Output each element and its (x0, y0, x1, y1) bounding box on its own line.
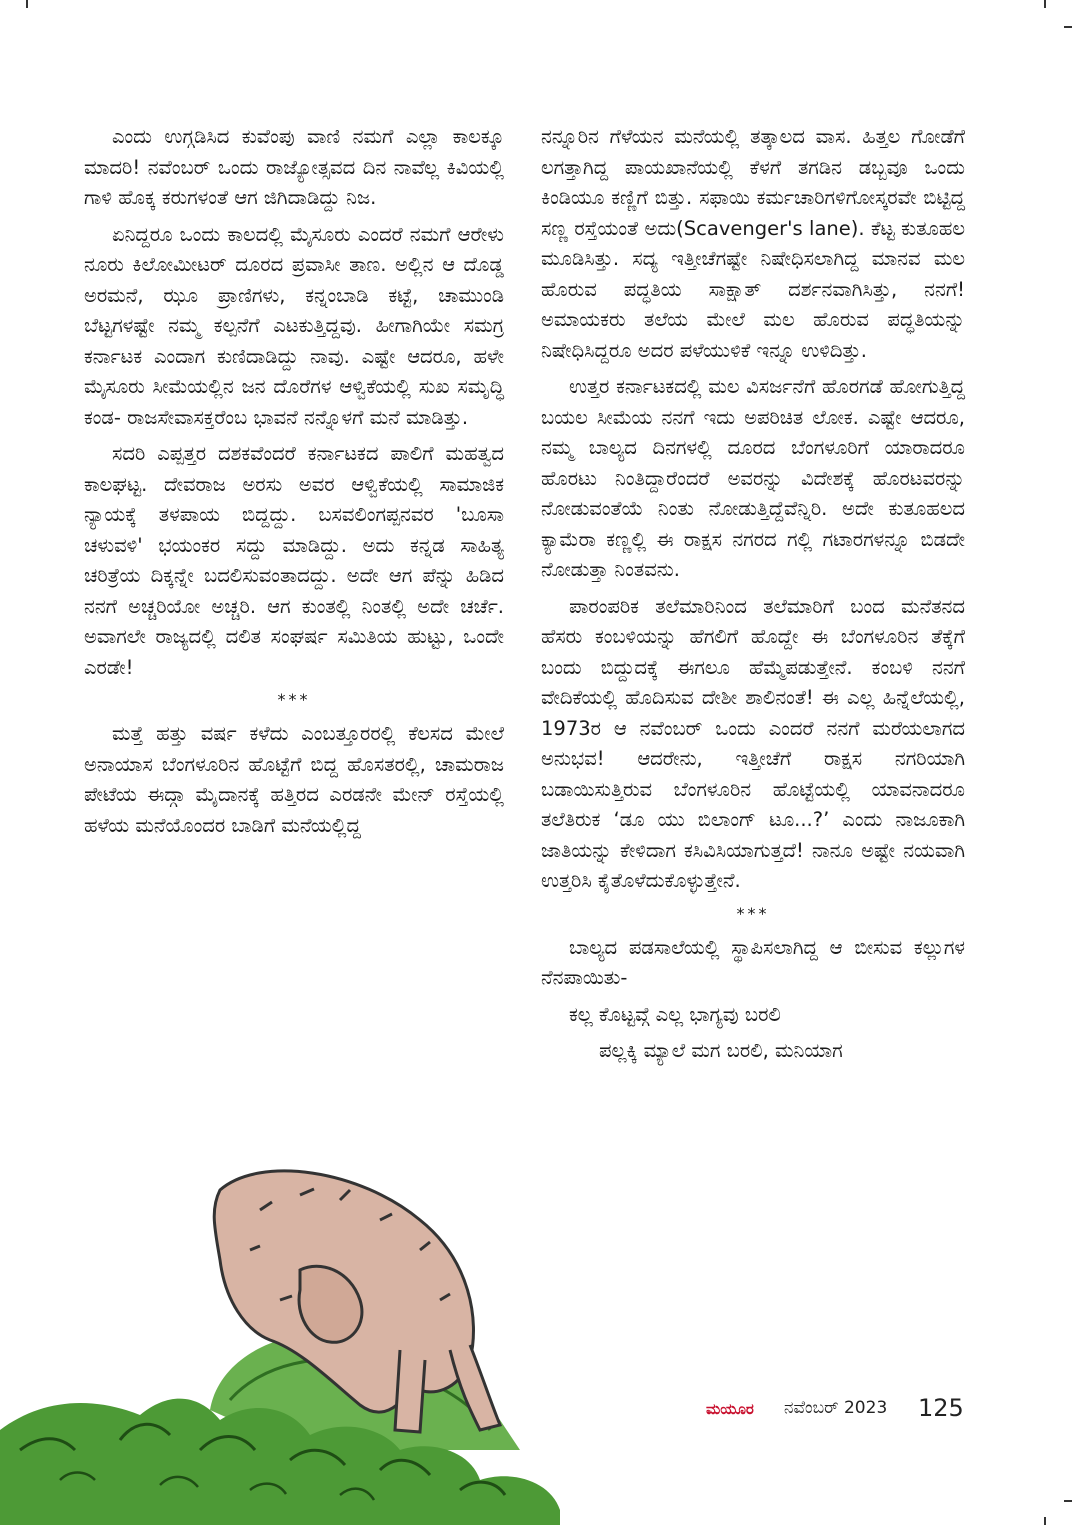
paragraph: ಏನಿದ್ದರೂ ಒಂದು ಕಾಲದಲ್ಲಿ ಮೈಸೂರು ಎಂದರೆ ನಮಗೆ ಆರೇಳು ನೂರು ಕಿಲೋಮೀಟರ್ ದೂರದ ಪ್ರವಾಸೀ ತಾಣ. ಅಲ್ಲಿನ ಆ ದೊಡ್ಡ ಅರಮನೆ, ಝೂ ಪ್ರಾಣಿಗಳು, ಕನ್ನಂಬಾಡಿ ಕಟ್ಟೆ, ಚಾಮುಂಡಿ ಬೆಟ್ಟಗಳಷ್ಟೇ ನಮ್ಮ ಕಲ್ಪನೆಗೆ ಎಟಕುತ್ತಿದ್ದವು. ಹೀಗಾಗಿಯೇ ಸಮಗ್ರ ಕರ್ನಾಟಕ ಎಂದಾಗ ಕುಣಿದಾಡಿದ್ದು ನಾವು. ಎಷ್ಟೇ ಆದರೂ, ಹಳೇ ಮೈಸೂರು ಸೀಮೆಯಲ್ಲಿನ ಜನ ದೊರೆಗಳ ಆಳ್ವಿಕೆಯಲ್ಲಿ ಸುಖ ಸಮೃದ್ಧಿ ಕಂಡ- ರಾಜಸೇವಾಸಕ್ತರೆಂಬ ಭಾವನೆ ನನ್ನೊಳಗೆ ಮನೆ ಮಾಡಿತ್ತು. (84, 222, 504, 429)
crop-mark (1064, 1500, 1072, 1502)
right-text-column (541, 122, 965, 1073)
grazing-animal-illustration (0, 1150, 600, 1525)
paragraph: ನನ್ನೂರಿನ ಗೆಳೆಯನ ಮನೆಯಲ್ಲಿ ತತ್ಕಾಲದ ವಾಸ. ಹಿತ್ತಲ ಗೋಡೆಗೆ ಲಗತ್ತಾಗಿದ್ದ ಪಾಯಖಾನೆಯಲ್ಲಿ ಕೆಳಗೆ ತಗಡಿನ ಡಬ್ಬವೂ ಒಂದು ಕಿಂಡಿಯೂ ಕಣ್ಣಿಗೆ ಬಿತ್ತು. ಸಫಾಯಿ ಕರ್ಮಚಾರಿಗಳಿಗೋಸ್ಕರವೇ ಬಿಟ್ಟಿದ್ದ ಸಣ್ಣ ರಸ್ತೆಯಂತೆ ಅದು(Scavenger's lane). ಕೆಟ್ಟ ಕುತೂಹಲ ಮೂಡಿಸಿತ್ತು. ಸದ್ಯ ಇತ್ತೀಚೆಗಷ್ಟೇ ನಿಷೇಧಿಸಲಾಗಿದ್ದ ಮಾನವ ಮಲ ಹೊರುವ ಪದ್ಧತಿಯ ಸಾಕ್ಷಾತ್ ದರ್ಶನವಾಗಿಸಿತ್ತು, ನನಗೆ! ಅಮಾಯಕರು ತಲೆಯ ಮೇಲೆ ಮಲ ಹೊರುವ ಪದ್ಧತಿಯನ್ನು ನಿಷೇಧಿಸಿದ್ದರೂ ಅದರ ಪಳೆಯುಳಿಕೆ ಇನ್ನೂ ಉಳಿದಿತ್ತು. (541, 125, 965, 362)
verse-line: ಕಲ್ಲ ಕೊಟ್ಟವ್ಗೆ ಎಲ್ಲ ಭಾಗ್ಯವು ಬರಲಿ (569, 1002, 781, 1026)
magazine-name: ಮಯೂರ (706, 1400, 754, 1418)
paragraph: ಉತ್ತರ ಕರ್ನಾಟಕದಲ್ಲಿ ಮಲ ವಿಸರ್ಜನೆಗೆ ಹೊರಗಡೆ ಹೋಗುತ್ತಿದ್ದ ಬಯಲ ಸೀಮೆಯ ನನಗೆ ಇದು ಅಪರಿಚಿತ ಲೋಕ. ಎಷ್ಟೇ ಆದರೂ, ನಮ್ಮ ಬಾಲ್ಯದ ದಿನಗಳಲ್ಲಿ ದೂರದ ಬೆಂಗಳೂರಿಗೆ ಯಾರಾದರೂ ಹೊರಟು ನಿಂತಿದ್ದಾರೆಂದರೆ ಅವರನ್ನು ವಿದೇಶಕ್ಕೆ ಹೊರಟವರನ್ನು ನೋಡುವಂತೆಯೆ ನಿಂತು ನೋಡುತ್ತಿದ್ದೆವೆನ್ನಿರಿ. ಅದೇ ಕುತೂಹಲದ ಕ್ಯಾಮೆರಾ ಕಣ್ಣಲ್ಲಿ ಈ ರಾಕ್ಷಸ ನಗರದ ಗಲ್ಲಿ ಗಟಾರಗಳನ್ನೂ ಬಿಡದೇ ನೋಡುತ್ತಾ ನಿಂತವನು. (541, 375, 965, 581)
section-separator: *** (736, 903, 770, 923)
crop-mark (1044, 1517, 1046, 1525)
paragraph: ಸದರಿ ಎಪ್ಪತ್ತರ ದಶಕವೆಂದರೆ ಕರ್ನಾಟಕದ ಪಾಲಿಗೆ ಮಹತ್ವದ ಕಾಲಘಟ್ಟ. ದೇವರಾಜ ಅರಸು ಅವರ ಆಳ್ವಿಕೆಯಲ್ಲಿ ಸಾಮಾಜಿಕ ನ್ಯಾಯಕ್ಕೆ ತಳಪಾಯ ಬಿದ್ದದ್ದು. ಬಸವಲಿಂಗಪ್ಪನವರ 'ಬೂಸಾ ಚಳುವಳಿ' ಭಯಂಕರ ಸದ್ದು ಮಾಡಿದ್ದು. ಅದು ಕನ್ನಡ ಸಾಹಿತ್ಯ ಚರಿತ್ರೆಯ ದಿಕ್ಕನ್ನೇ ಬದಲಿಸುವಂತಾದದ್ದು. ಅದೇ ಆಗ ಪೆನ್ನು ಹಿಡಿದ ನನಗೆ ಅಚ್ಚರಿಯೋ ಅಚ್ಚರಿ. ಆಗ ಕುಂತಲ್ಲಿ ನಿಂತಲ್ಲಿ ಅದೇ ಚರ್ಚೆ. ಅವಾಗಲೇ ರಾಜ್ಯದಲ್ಲಿ ದಲಿತ ಸಂಘರ್ಷ ಸಮಿತಿಯ ಹುಟ್ಟು, ಒಂದೇ ಎರಡೇ! (84, 442, 504, 679)
paragraph: ಪಾರಂಪರಿಕ ತಲೆಮಾರಿನಿಂದ ತಲೆಮಾರಿಗೆ ಬಂದ ಮನೆತನದ ಹೆಸರು ಕಂಬಳಿಯನ್ನು ಹೆಗಲಿಗೆ ಹೊದ್ದೇ ಈ ಬೆಂಗಳೂರಿನ ತೆಕ್ಕೆಗೆ ಬಂದು ಬಿದ್ದುದಕ್ಕೆ ಈಗಲೂ ಹೆಮ್ಮೆಪಡುತ್ತೇನೆ. ಕಂಬಳಿ ನನಗೆ ವೇದಿಕೆಯಲ್ಲಿ ಹೊದಿಸುವ ದೇಶೀ ಶಾಲಿನಂತೆ! ಈ ಎಲ್ಲ ಹಿನ್ನೆಲೆಯಲ್ಲಿ, 1973ರ ಆ ನವೆಂಬರ್ ಒಂದು ಎಂದರೆ ನನಗೆ ಮರೆಯಲಾಗದ ಅನುಭವ! ಆದರೇನು, ಇತ್ತೀಚೆಗೆ ರಾಕ್ಷಸ ನಗರಿಯಾಗಿ ಬಡಾಯಿಸುತ್ತಿರುವ ಬೆಂಗಳೂರಿನ ಹೊಟ್ಟೆಯಲ್ಲಿ ಯಾವನಾದರೂ ತಲೆತಿರುಕ ‘ಡೂ ಯು ಬಿಲಾಂಗ್ ಟೂ...?’ ಎಂದು ನಾಜೂಕಾಗಿ ಜಾತಿಯನ್ನು ಕೇಳಿದಾಗ ಕಸಿವಿಸಿಯಾಗುತ್ತದೆ! ನಾನೂ ಅಷ್ಟೇ ನಯವಾಗಿ ಉತ್ತರಿಸಿ ಕೈತೊಳೆದುಕೊಳ್ಳುತ್ತೇನೆ. (541, 594, 965, 892)
crop-mark (1064, 26, 1072, 28)
paragraph: ಮತ್ತೆ ಹತ್ತು ವರ್ಷ ಕಳೆದು ಎಂಬತ್ತೂರರಲ್ಲಿ ಕೆಲಸದ ಮೇಲೆ ಅನಾಯಾಸ ಬೆಂಗಳೂರಿನ ಹೊಟ್ಟೆಗೆ ಬಿದ್ದ ಹೊಸತರಲ್ಲಿ, ಚಾಮರಾಜ ಪೇಟೆಯ ಈದ್ಗಾ ಮೈದಾನಕ್ಕೆ ಹತ್ತಿರದ ಎರಡನೇ ಮೇನ್ ರಸ್ತೆಯಲ್ಲಿ ಹಳೆಯ ಮನೆಯೊಂದರ ಬಾಡಿಗೆ ಮನೆಯಲ್ಲಿದ್ದ (84, 722, 504, 837)
page-footer (706, 1394, 968, 1424)
page-number: 125 (918, 1394, 964, 1422)
verse-line: ಪಲ್ಲಕ್ಕಿ ಮ್ಯಾಲೆ ಮಗ ಬರಲಿ, ಮನಿಯಾಗ (599, 1039, 843, 1062)
paragraph: ಎಂದು ಉಗ್ಗಡಿಸಿದ ಕುವೆಂಪು ವಾಣಿ ನಮಗೆ ಎಲ್ಲಾ ಕಾಲಕ್ಕೂ ಮಾದರಿ! ನವೆಂಬರ್ ಒಂದು ರಾಜ್ಯೋತ್ಸವದ ದಿನ ನಾವೆಲ್ಲ ಕಿವಿಯಲ್ಲಿ ಗಾಳಿ ಹೊಕ್ಕ ಕರುಗಳಂತೆ ಆಗ ಜಿಗಿದಾಡಿದ್ದು ನಿಜ. (84, 125, 504, 209)
left-text-column (84, 122, 504, 847)
crop-mark (1044, 0, 1046, 8)
section-separator: *** (277, 690, 311, 709)
issue-date: ನವೆಂಬರ್ 2023 (784, 1398, 888, 1418)
paragraph: ಬಾಲ್ಯದ ಪಡಸಾಲೆಯಲ್ಲಿ ಸ್ಥಾಪಿಸಲಾಗಿದ್ದ ಆ ಬೀಸುವ ಕಲ್ಲುಗಳ ನೆನಪಾಯಿತು- (541, 935, 965, 989)
crop-mark (26, 0, 28, 8)
